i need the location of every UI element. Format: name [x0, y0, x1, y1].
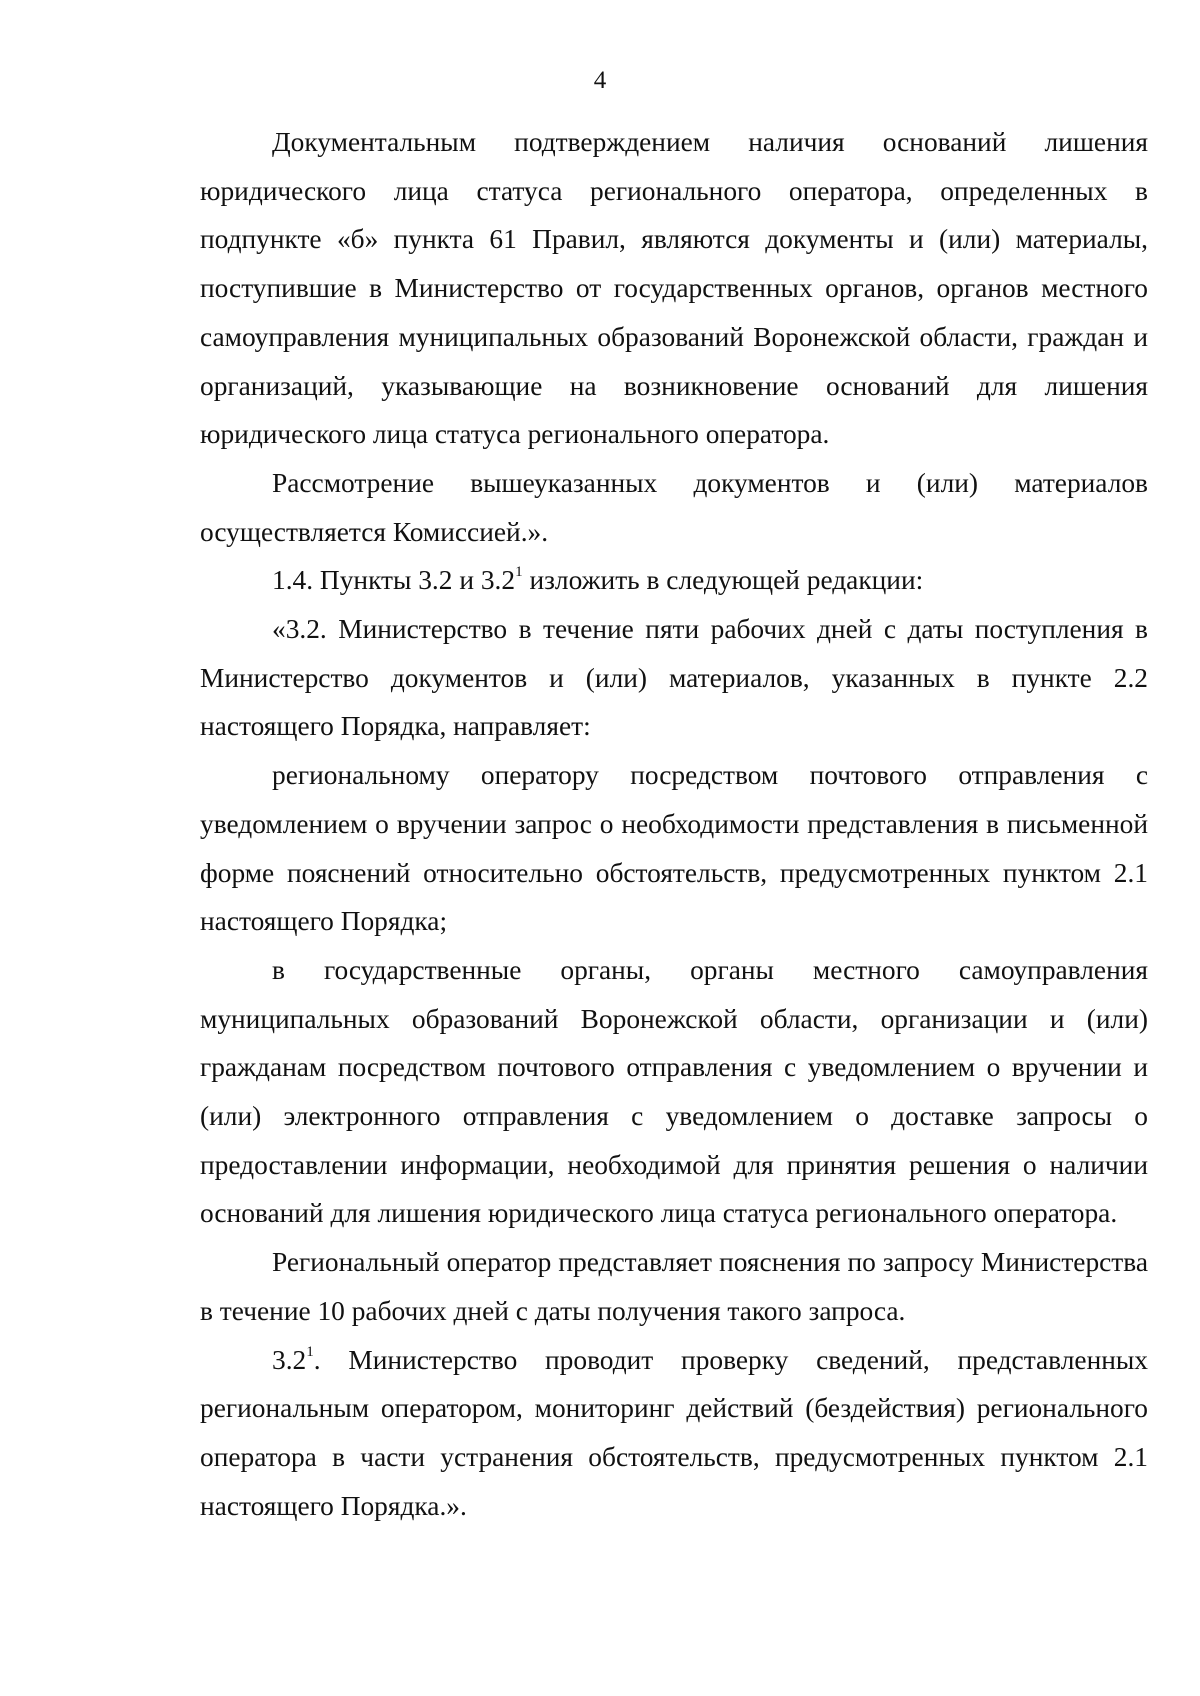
document-body — [200, 118, 1148, 1530]
paragraph-commission-review: Рассмотрение вышеуказанных документов и (или) материалов осуществляется Комиссией.». — [200, 467, 1148, 547]
paragraph-documentary-confirmation: Документальным подтверждением наличия оснований лишения юридического лица статуса регионального оператора, определенных в подпункте «б» пункта 61 Правил, являются документы и (или) материалы, поступившие в Министерство от государственных органов, органов местного самоуправления муниципальных образований Воронежской области, граждан и организаций, указывающие на возникновение оснований для лишения юридического лица статуса регионального оператора. — [200, 127, 1148, 450]
amendment-text-start: 1.4. Пункты 3.2 и 3.2 — [272, 565, 516, 596]
paragraph-amendment-1-4 — [200, 556, 1148, 605]
amendment-text-end: изложить в следующей редакции: — [522, 565, 924, 596]
paragraph-authorities-request: в государственные органы, органы местного самоуправления муниципальных образований Воронежской области, организации и (или) гражданам посредством почтового отправления с уведомлением о вручении и (или) электронного отправления с уведомлением о доставке запросы о предоставлении информации, необходимой для принятия решения о наличии оснований для лишения юридического лица статуса регионального оператора. — [200, 954, 1148, 1229]
superscript-index: 1 — [306, 1343, 314, 1360]
page-number: 4 — [593, 67, 607, 94]
paragraph-operator-request: региональному оператору посредством почтового отправления с уведомлением о вручении запрос о необходимости представления в письменной форме пояснений относительно обстоятельств, предусмотренных пунктом 2.1 настоящего Порядка; — [200, 760, 1148, 937]
superscript-index: 1 — [515, 564, 523, 581]
paragraph-clause-3-2: «3.2. Министерство в течение пяти рабочих дней с даты поступления в Министерство документов и (или) материалов, указанных в пункте 2.2 настоящего Порядка, направляет: — [200, 614, 1148, 742]
clause-text: . Министерство проводит проверку сведений, представленных региональным оператором, мониторинг действий (бездействия) регионального оператора в части устранения обстоятельств, предусмотренных пунктом 2.1 настоящего Порядка.». — [200, 1344, 1148, 1521]
paragraph-operator-response: Региональный оператор представляет пояснения по запросу Министерства в течение 10 рабочих дней с даты получения такого запроса. — [200, 1247, 1148, 1326]
paragraph-clause-3-2-1 — [200, 1336, 1148, 1531]
clause-number: 3.2 — [272, 1344, 307, 1375]
